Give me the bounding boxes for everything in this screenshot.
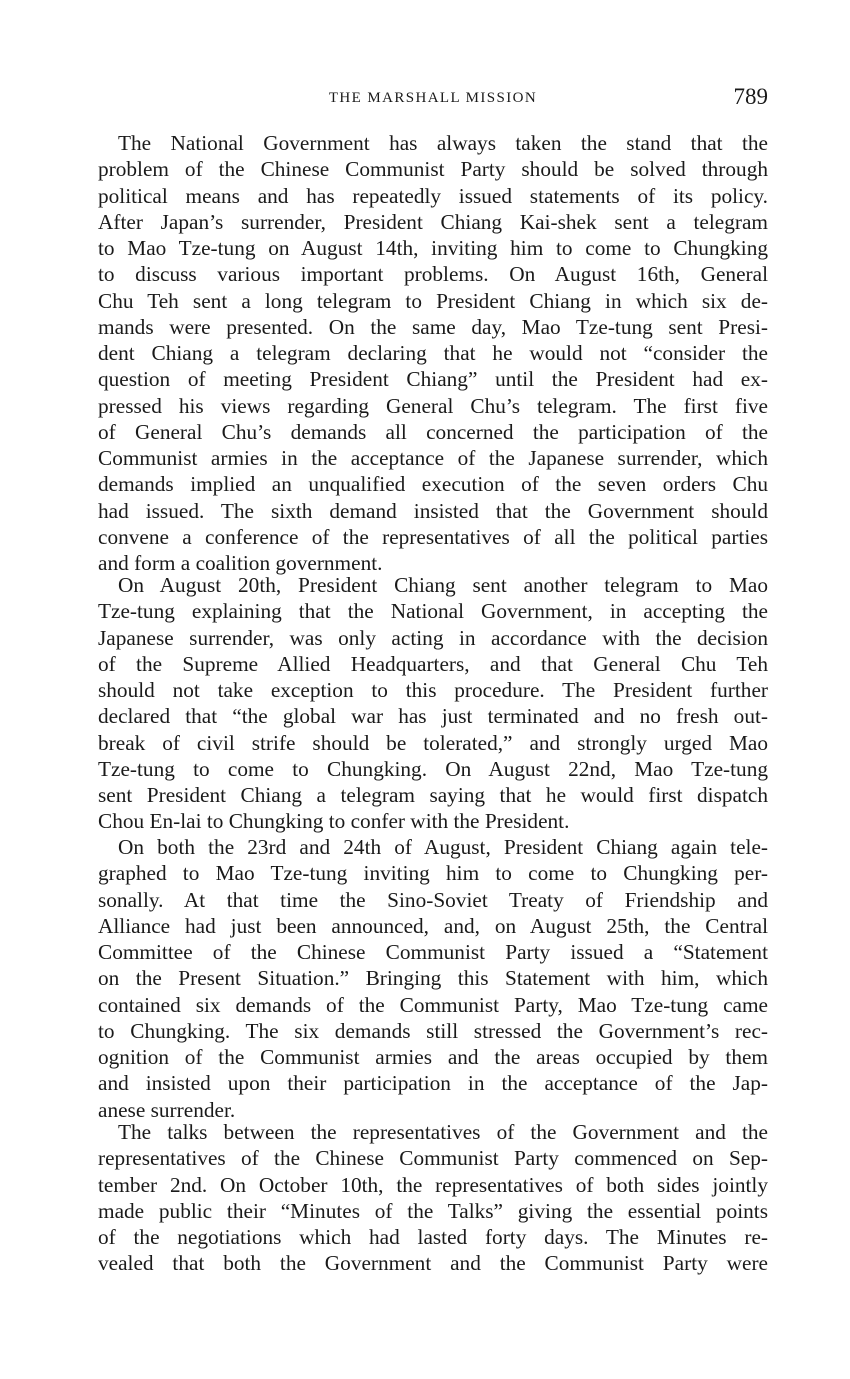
- text-line: and form a coalition government.: [98, 551, 383, 575]
- running-title: THE MARSHALL MISSION: [328, 90, 538, 106]
- paragraph-4: [98, 1119, 768, 1277]
- text-line: on the Present Situation.” Bringing this Statement with him, which: [98, 966, 768, 991]
- text-line: Japanese surrender, was only acting in accordance with the decision: [98, 625, 768, 650]
- paragraph-3: [98, 834, 768, 1123]
- text-line: On August 20th, President Chiang sent another telegram to Mao: [118, 573, 768, 597]
- text-line: The National Government has always taken the stand that the: [118, 131, 768, 155]
- text-line: problem of the Chinese Communist Party should be solved through: [98, 157, 768, 182]
- text-line: Alliance had just been announced, and, on August 25th, the Central: [98, 913, 768, 938]
- paragraph-2: [98, 572, 768, 835]
- text-line: break of civil strife should be tolerated,” and strongly urged Mao: [98, 730, 768, 755]
- text-line: demands implied an unqualified execution of the seven orders Chu: [98, 472, 768, 497]
- page-number: 789: [733, 84, 768, 109]
- text-line: representatives of the Chinese Communist Party commenced on Sep-: [98, 1146, 768, 1171]
- text-line: political means and has repeatedly issued statements of its policy.: [98, 183, 768, 208]
- text-line: anese surrender.: [98, 1097, 236, 1122]
- text-line: of the Supreme Allied Headquarters, and that General Chu Teh: [98, 651, 768, 676]
- text-line: Committee of the Chinese Communist Party issued a “Statement: [98, 940, 768, 964]
- text-line: sonally. At that time the Sino-Soviet Treaty of Friendship and: [98, 887, 768, 912]
- text-line: should not take exception to this procedure. The President further: [98, 678, 768, 702]
- text-line: of General Chu’s demands all concerned the participation of the: [98, 419, 768, 444]
- text-line: convene a conference of the representatives of all the political parties: [98, 524, 768, 549]
- text-line: made public their “Minutes of the Talks” giving the essential points: [98, 1198, 768, 1223]
- text-line: to Mao Tze-tung on August 14th, inviting him to come to Chungking: [98, 236, 768, 260]
- text-line: to discuss various important problems. On August 16th, General: [98, 262, 768, 287]
- text-line: Chu Teh sent a long telegram to President Chiang in which six de-: [98, 288, 768, 313]
- text-line: On both the 23rd and 24th of August, President Chiang again tele-: [118, 835, 768, 859]
- text-line: had issued. The sixth demand insisted that the Government should: [98, 498, 768, 523]
- text-line: The talks between the representatives of the Government and the: [118, 1120, 768, 1144]
- text-line: Communist armies in the acceptance of the Japanese surrender, which: [98, 446, 768, 470]
- text-line: ognition of the Communist armies and the areas occupied by them: [98, 1045, 768, 1069]
- text-line: Tze-tung explaining that the National Government, in accepting the: [98, 599, 768, 624]
- text-line: of the negotiations which had lasted forty days. The Minutes re-: [98, 1225, 768, 1249]
- running-head: [98, 84, 768, 114]
- text-line: mands were presented. On the same day, Mao Tze-tung sent Presi-: [98, 314, 768, 339]
- text-line: Chou En-lai to Chungking to confer with the President.: [98, 809, 570, 834]
- text-line: graphed to Mao Tze-tung inviting him to come to Chungking per-: [98, 861, 768, 886]
- text-line: sent President Chiang a telegram saying that he would first dispatch: [98, 783, 768, 807]
- paragraph-1: [98, 130, 768, 576]
- text-line: declared that “the global war has just terminated and no fresh out-: [98, 704, 768, 729]
- text-line: dent Chiang a telegram declaring that he would not “consider the: [98, 341, 768, 365]
- text-line: question of meeting President Chiang” until the President had ex-: [98, 367, 768, 392]
- text-line: pressed his views regarding General Chu’s telegram. The first five: [98, 393, 768, 418]
- text-line: vealed that both the Government and the Communist Party were: [98, 1251, 768, 1276]
- text-line: contained six demands of the Communist Party, Mao Tze-tung came: [98, 992, 768, 1017]
- text-line: to Chungking. The six demands still stressed the Government’s rec-: [98, 1018, 768, 1043]
- text-line: Tze-tung to come to Chungking. On August 22nd, Mao Tze-tung: [98, 756, 768, 781]
- text-line: After Japan’s surrender, President Chiang Kai-shek sent a telegram: [98, 209, 768, 234]
- text-line: tember 2nd. On October 10th, the representatives of both sides jointly: [98, 1172, 768, 1197]
- text-line: and insisted upon their participation in the acceptance of the Jap-: [98, 1071, 768, 1096]
